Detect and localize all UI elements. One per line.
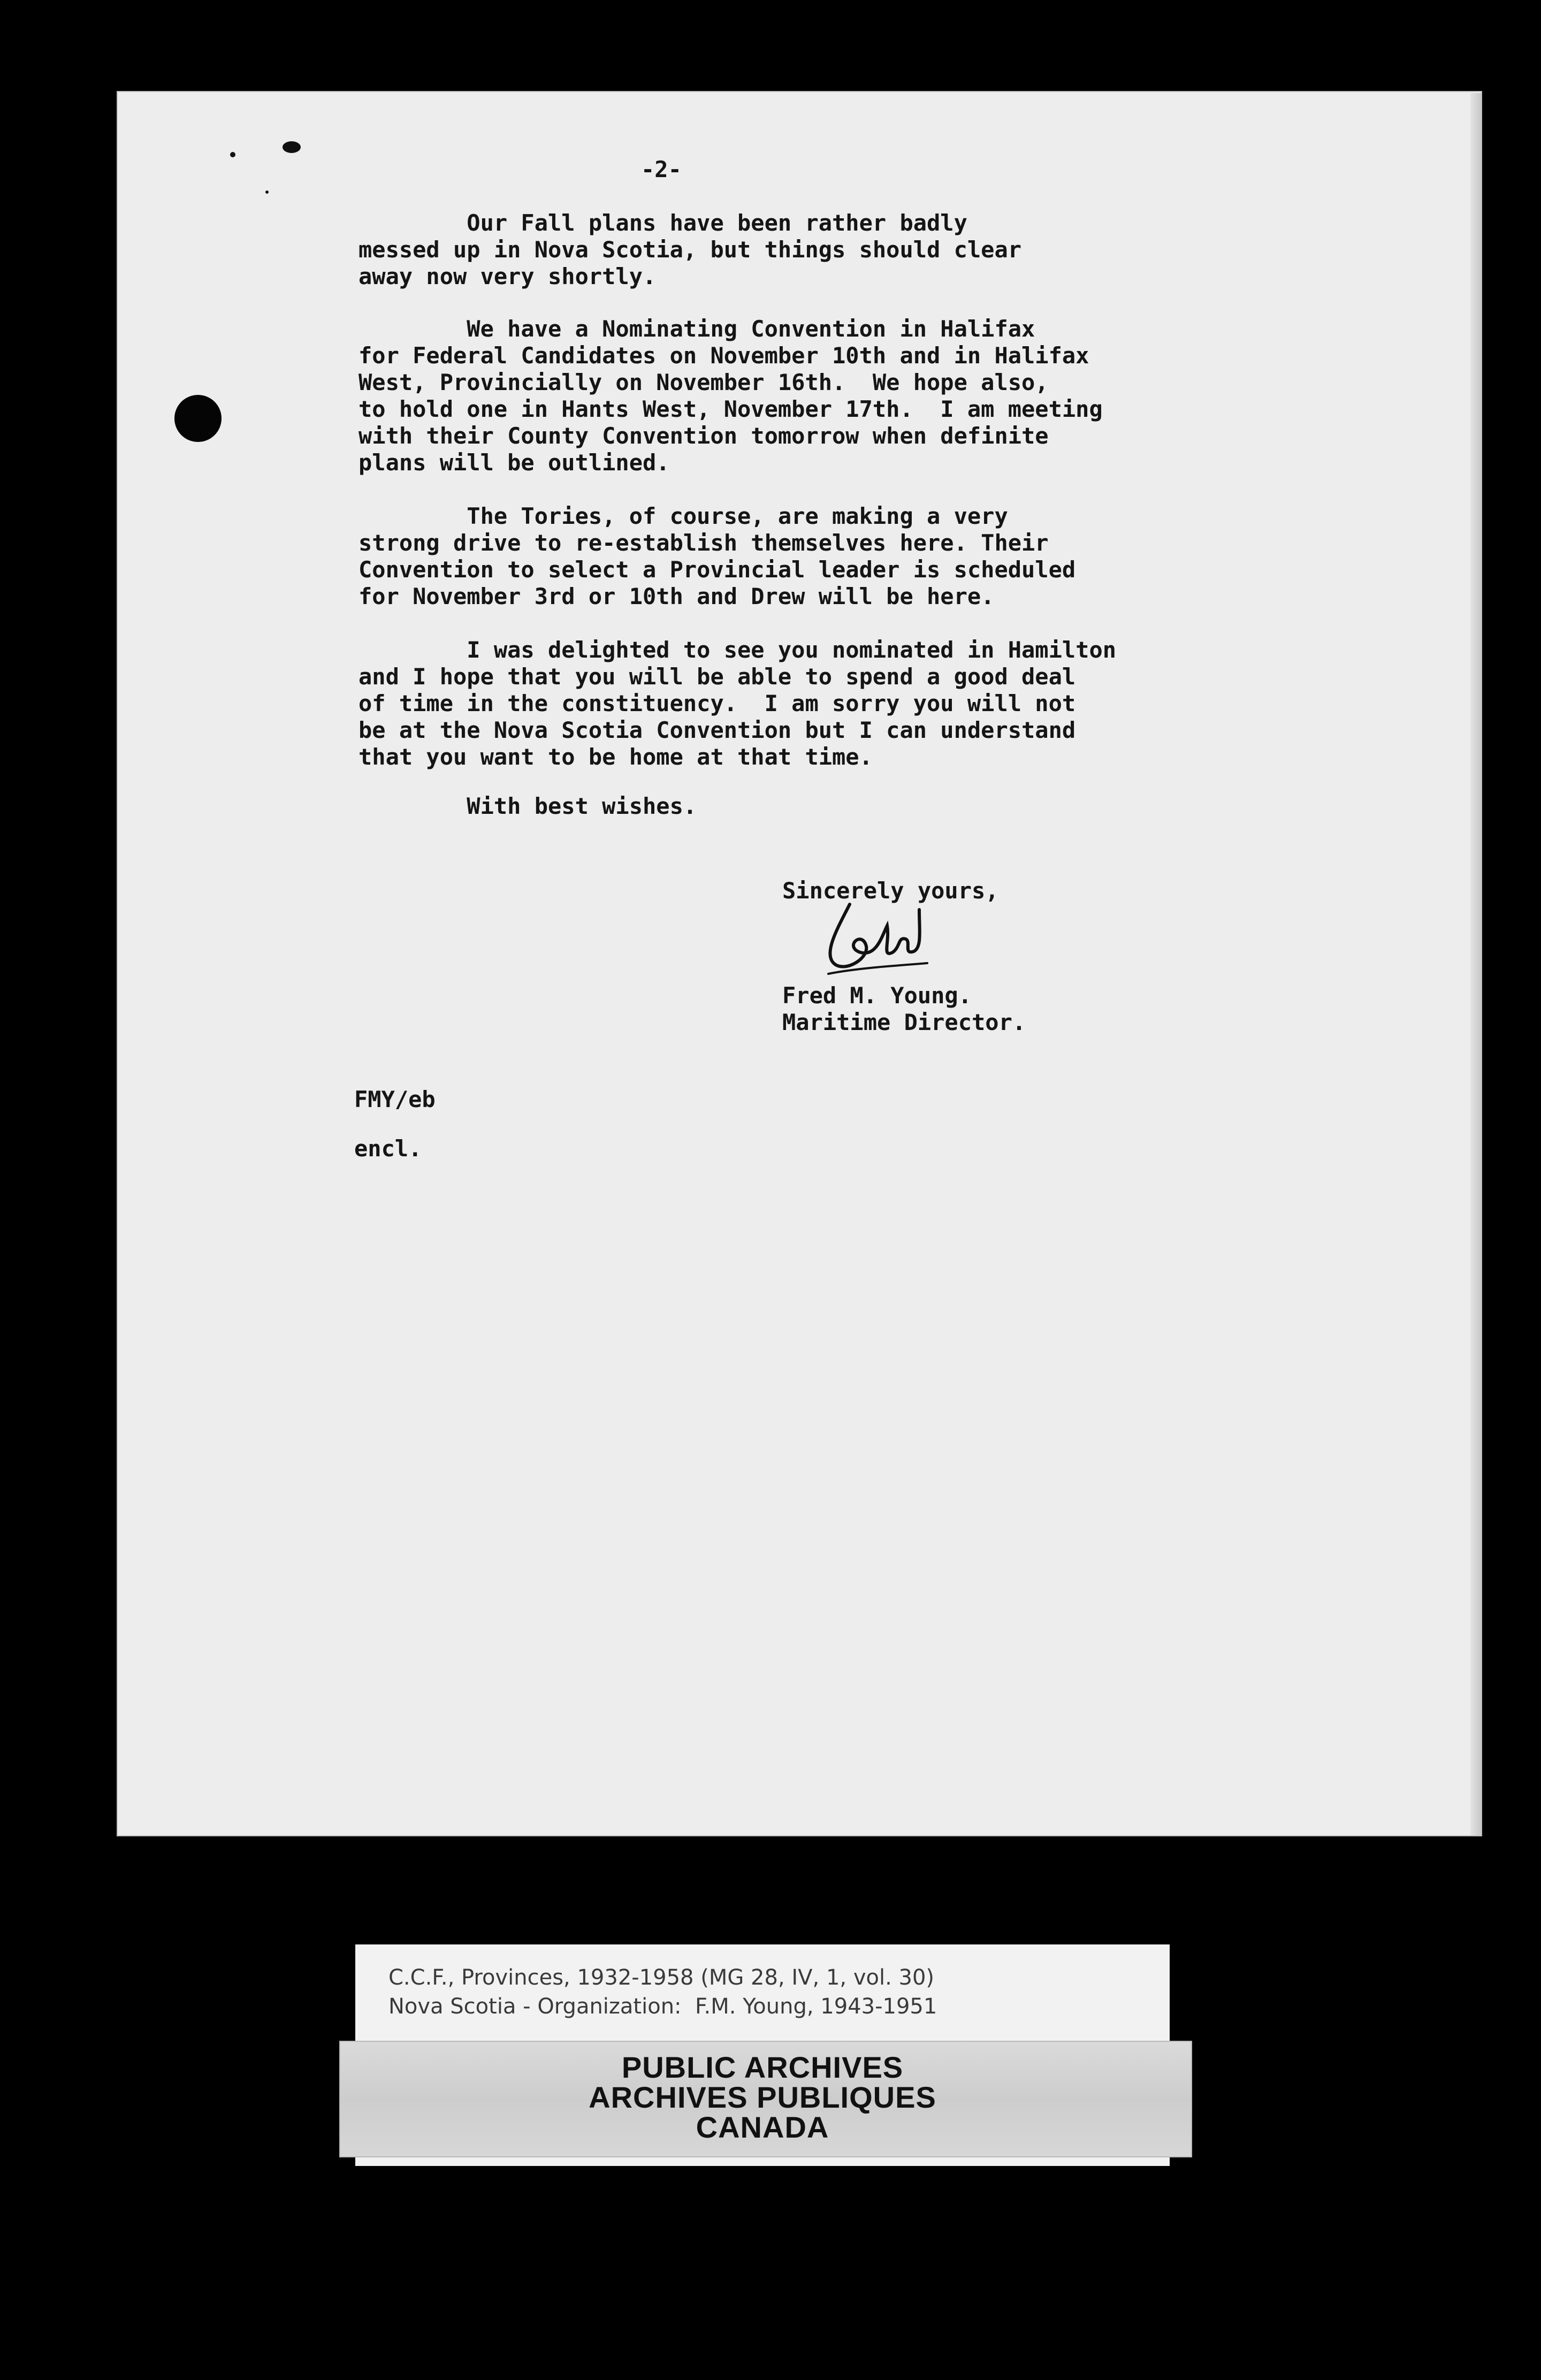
body-line: We have a Nominating Convention in Halifax	[358, 316, 1035, 342]
body-line: be at the Nova Scotia Convention but I can understand	[358, 717, 1076, 743]
body-line: messed up in Nova Scotia, but things should clear	[358, 237, 1022, 263]
body-line: that you want to be home at that time.	[358, 744, 873, 770]
archive-label	[355, 1944, 1170, 2166]
body-line: and I hope that you will be able to spend a good deal	[358, 663, 1076, 690]
stamp-line: ARCHIVES PUBLIQUES	[589, 2080, 936, 2114]
stamp-line: CANADA	[696, 2110, 829, 2144]
enclosure-note: encl.	[354, 1135, 422, 1162]
signature-icon	[812, 894, 941, 990]
closing: Sincerely yours,	[782, 878, 999, 904]
body-line: West, Provincially on November 16th. We hope also,	[358, 369, 1049, 395]
body-line: for November 3rd or 10th and Drew will be here.	[358, 583, 995, 609]
body-line: of time in the constituency. I am sorry you will not	[358, 690, 1076, 716]
signer-title: Maritime Director.	[782, 1009, 1026, 1035]
body-line: away now very shortly.	[358, 263, 657, 289]
body-line: for Federal Candidates on November 10th and in Halifax	[358, 342, 1089, 369]
body-line: I was delighted to see you nominated in Hamilton	[358, 637, 1117, 663]
body-line: with their County Convention tomorrow when definite	[358, 423, 1049, 449]
body-line: With best wishes.	[358, 793, 697, 819]
body-line: Convention to select a Provincial leader is scheduled	[358, 556, 1076, 583]
collection-reference: C.C.F., Provinces, 1932-1958 (MG 28, IV, 1, vol. 30)	[388, 1965, 935, 1990]
body-line: The Tories, of course, are making a very	[358, 503, 1008, 529]
typist-initials: FMY/eb	[354, 1086, 436, 1112]
stamp-line: PUBLIC ARCHIVES	[621, 2050, 904, 2084]
body-line: strong drive to re-establish themselves here. Their	[358, 530, 1049, 556]
signer-name: Fred M. Young.	[782, 982, 972, 1009]
body-line: to hold one in Hants West, November 17th. I am meeting	[358, 396, 1103, 422]
archive-stamp	[355, 2050, 1170, 2144]
file-reference: Nova Scotia - Organization: F.M. Young, 1943-1951	[388, 1994, 937, 2019]
body-line: Our Fall plans have been rather badly	[358, 210, 967, 236]
body-line: plans will be outlined.	[358, 449, 670, 476]
page-number: -2-	[641, 156, 682, 182]
